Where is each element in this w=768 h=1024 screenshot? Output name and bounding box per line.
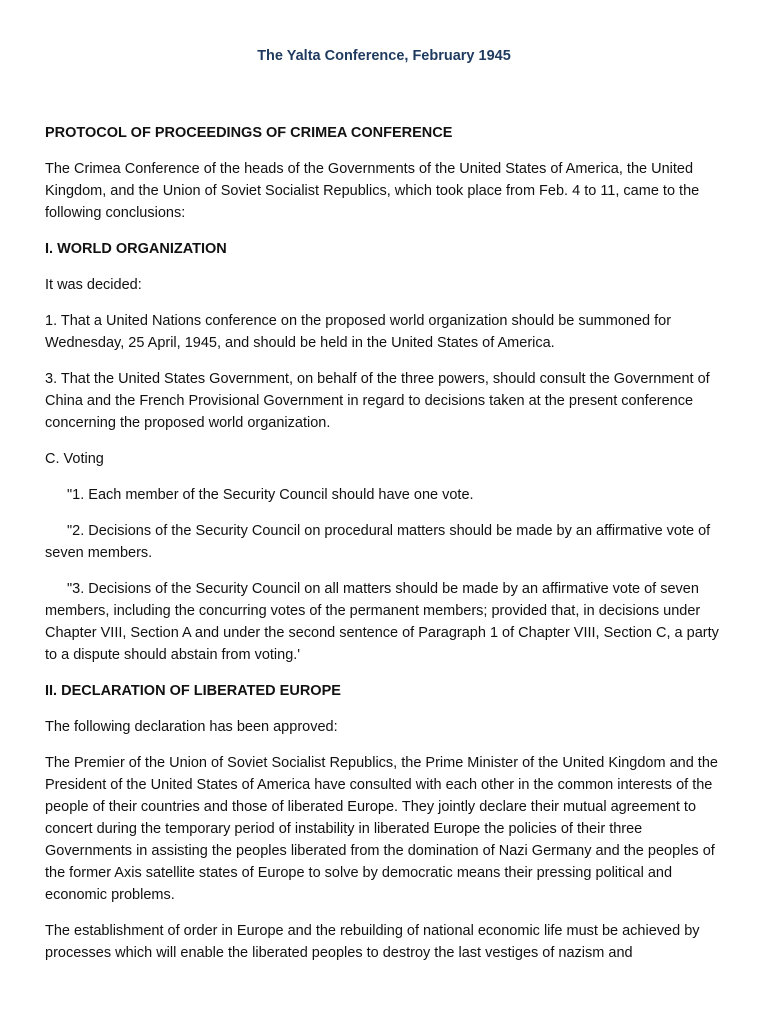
protocol-heading: PROTOCOL OF PROCEEDINGS OF CRIMEA CONFERENCE — [45, 125, 453, 141]
decided-paragraph: It was decided: — [45, 277, 142, 293]
item-1-paragraph: 1. That a United Nations conference on the proposed world organization should be summoned for Wednesday, 25 April, 1945, and should be held in the United States of America. — [45, 313, 672, 351]
vote-2-paragraph: "2. Decisions of the Security Council on procedural matters should be made by an affirmative vote of seven members. — [45, 523, 711, 561]
document-title: The Yalta Conference, February 1945 — [257, 48, 511, 64]
section-liberated-europe-heading: II. DECLARATION OF LIBERATED EUROPE — [45, 683, 341, 699]
document-body — [45, 122, 725, 978]
section-world-organization-heading: I. WORLD ORGANIZATION — [45, 241, 227, 257]
declaration-paragraph-1: The Premier of the Union of Soviet Socialist Republics, the Prime Minister of the United Kingdom and the President of the United States of America have consulted with each other in the common interests of the people of their countries and those of liberated Europe. They jointly declare their mutual agreement to concert during the temporary period of instability in liberated Europe the policies of their three Governments in assisting the peoples liberated from the domination of Nazi Germany and the peoples of the former Axis satellite states of Europe to solve by democratic means their pressing political and economic problems. — [45, 755, 718, 903]
item-3-paragraph: 3. That the United States Government, on behalf of the three powers, should consult the Government of China and the French Provisional Government in regard to decisions taken at the present conference concerning the proposed world organization. — [45, 371, 710, 431]
vote-1-paragraph: "1. Each member of the Security Council should have one vote. — [67, 487, 474, 503]
vote-3-paragraph: "3. Decisions of the Security Council on all matters should be made by an affirmative vote of seven members, including the concurring votes of the permanent members; provided that, in decisions under Chapter VIII, Section A and under the second sentence of Paragraph 1 of Chapter VIII, Section C, a party to a dispute should abstain from voting.' — [45, 581, 719, 663]
declaration-paragraph-2: The establishment of order in Europe and the rebuilding of national economic life must be achieved by processes which will enable the liberated peoples to destroy the last vestiges of nazism and — [45, 923, 700, 961]
approved-paragraph: The following declaration has been approved: — [45, 719, 338, 735]
intro-paragraph: The Crimea Conference of the heads of the Governments of the United States of America, the United Kingdom, and the Union of Soviet Socialist Republics, which took place from Feb. 4 to 11, came to the following conclusions: — [45, 161, 700, 221]
voting-heading: C. Voting — [45, 451, 104, 467]
